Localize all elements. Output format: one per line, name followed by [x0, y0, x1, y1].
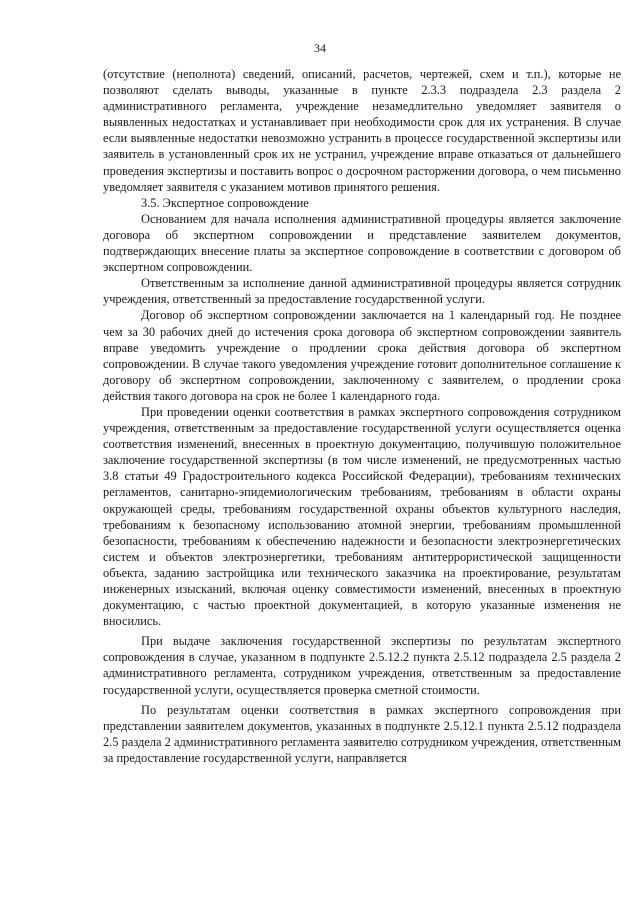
paragraph-estimate-check: При выдаче заключения государственной экспертизы по результатам экспертного сопровождения в случае, указанном в подпункте 2.5.12.2 пункта 2.5.12 подраздела 2.5 раздела 2 административного регламента, сотрудником учреждения, ответственным за предоставление государственной услуги, осуществляется проверка сметной стоимости.	[103, 634, 621, 697]
section-heading: 3.5. Экспертное сопровождение	[141, 195, 309, 210]
paragraph-continuation: (отсутствие (неполнота) сведений, описаний, расчетов, чертежей, схем и т.п.), которые не позволяют сделать выводы, указанные в пункте 2.3.3 подраздела 2.3 раздела 2 административного регламента, учреждение незамедлительно уведомляет заявителя о выявленных недостатках и устанавливает при необходимости срок для их устранения. В случае если выявленные недостатки невозможно устранить в процессе государственной экспертизы или заявитель в установленный срок их не устранил, учреждение вправе отказаться от дальнейшего проведения экспертизы и поставить вопрос о досрочном расторжении договора, о чем письменно уведомляет заявителя с указанием мотивов принятого решения.	[103, 67, 621, 194]
paragraph-assessment: При проведении оценки соответствия в рамках экспертного сопровождения сотрудником учреждения, ответственным за предоставление государственной услуги осуществляется оценка соответствия изменений, внесенных в проектную документацию, получившую положительное заключение государственной экспертизы (в том числе изменений, не предусмотренных частью 3.8 статьи 49 Градостроительного кодекса Российской Федерации), требованиям технических регламентов, санитарно-эпидемиологическим требованиям, требованиям в области охраны окружающей среды, требованиям государственной охраны объектов культурного наследия, требованиям к безопасному использованию атомной энергии, требованиям промышленной безопасности, требованиям к обеспечению надежности и безопасности электроэнергетических систем и объектов электроэнергетики, требованиям антитеррористической защищенности объекта, заданию застройщика или технического заказчика на проектирование, результатам инженерных изысканий, включая оценку совместимости изменений, внесенных в проектную документацию, с частью проектной документацией, в которую указанные изменения не вносились.	[103, 404, 621, 629]
paragraph-contract-term: Договор об экспертном сопровождении заключается на 1 календарный год. Не позднее чем за 30 рабочих дней до истечения срока договора об экспертном сопровождении заявитель вправе уведомить учреждение о продлении срока действия договора об экспертном сопровождении. В случае такого уведомления учреждение готовит дополнительное соглашение к договору об экспертном сопровождении, заключенному с заявителем, о продлении срока действия такого договора на срок не более 1 календарного года.	[103, 308, 621, 403]
paragraph-basis: Основанием для начала исполнения административной процедуры является заключение договора об экспертном сопровождении и представление заявителем документов, подтверждающих внесение платы за экспертное сопровождение в соответствии с договором об экспертном сопровождении.	[103, 211, 621, 275]
paragraph-responsible: Ответственным за исполнение данной административной процедуры является сотрудник учреждения, ответственный за предоставление государственной услуги.	[103, 276, 621, 307]
document-body	[103, 66, 621, 766]
paragraph-results: По результатам оценки соответствия в рамках экспертного сопровождения при представлении заявителем документов, указанных в подпункте 2.5.12.1 пункта 2.5.12 подраздела 2.5 раздела 2 административного регламента заявителю сотрудником учреждения, ответственным за предоставление государственной услуги, направляется	[103, 702, 621, 765]
page-number: 34	[314, 41, 326, 55]
